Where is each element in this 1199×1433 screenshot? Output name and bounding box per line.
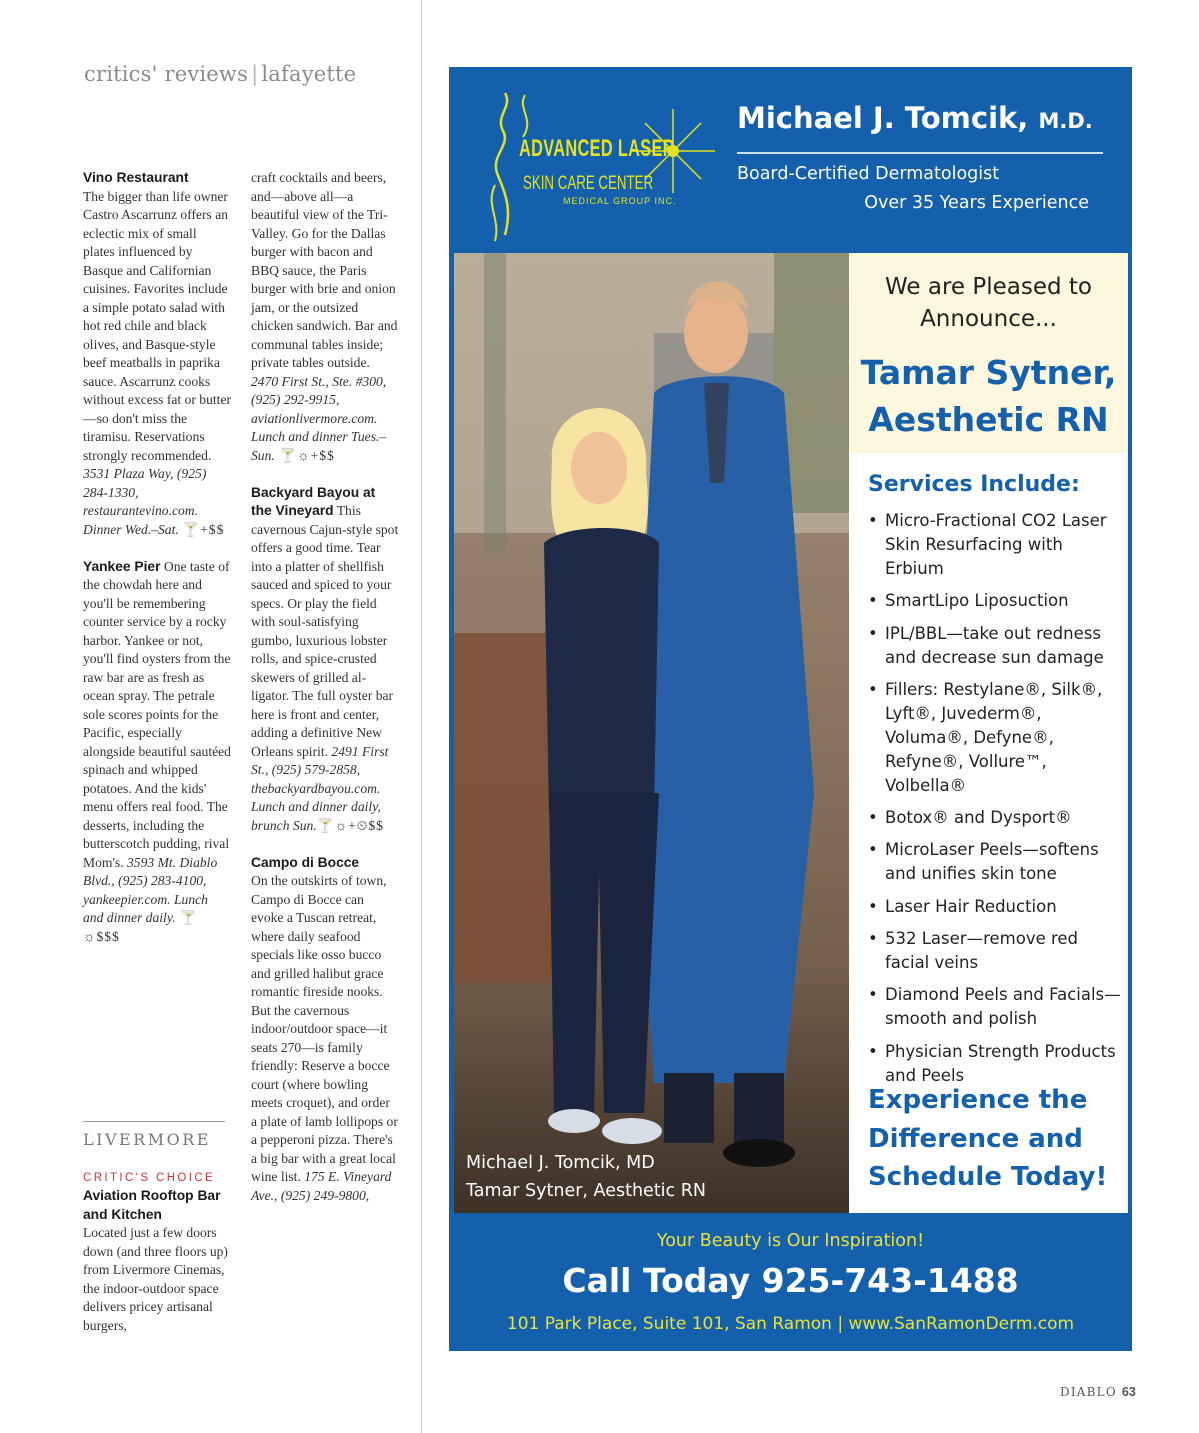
service-item: • Laser Hair Reduction	[868, 895, 1126, 919]
staff-photo	[454, 253, 849, 1213]
services-heading: Services Include:	[868, 472, 1080, 497]
restaurant-name: Yankee Pier	[83, 558, 161, 574]
review-body: craft cocktails and beers, and—above all—a beautiful view of the Tri-Valley. Go for the Dallas burger with bacon and BBQ sauce, the Paris burger with brie and onion jam, or the outsized chicken sandwich. Bar and communal tables inside; private tables outside.	[251, 170, 398, 370]
restaurant-name: Aviation Rooftop Bar and Kitchen	[83, 1188, 221, 1222]
ad-tagline: Your Beauty is Our Inspiration!	[656, 1231, 925, 1251]
service-item: • SmartLipo Liposuction	[868, 589, 1126, 613]
doctor-title: Board-Certified Dermatologist	[737, 164, 1000, 184]
review-column-2	[251, 169, 399, 1205]
section-city: lafayette	[261, 62, 357, 86]
service-item: • Micro-Fractional CO2 Laser Skin Resurfacing with Erbium	[868, 509, 1126, 581]
ad-header	[449, 67, 1132, 253]
review-address: 175 E. Vineyard Ave., (925) 249-9800,	[251, 1169, 392, 1203]
logo-figure-icon	[465, 85, 725, 245]
review-body: One taste of the chowdah here and you'll be remembering counter service by a rocky harbor. Yankee or not, you'll find oysters from the raw bar are as fresh as ocean spray. The petrale sole scores points for the Pacific, especially alongside beautiful sautéed spinach and whipped potatoes. And the kids' menu offers real food. The desserts, including the butterscotch pudding, rival Mom's.	[83, 558, 231, 870]
call-to-action: Experience the Difference and Schedule Today!	[868, 1085, 1108, 1192]
announcement-box	[849, 253, 1128, 453]
review-address: 3593 Mt. Diablo Blvd., (925) 283-4100, yankeepier.com. Lunch and dinner daily.	[83, 854, 218, 925]
review-body: Located just a few doors down (and three floors up) from Livermore Cinemas, the indoor-outdoor space delivers pricey artisanal burgers,	[83, 1225, 228, 1333]
review-body: On the outskirts of town, Campo di Bocce can evoke a Tuscan retreat, where daily seafood specials like osso bucco and grilled halibut grace romantic fireside nooks. But the cavernous indoor/outdoor space—it seats 270—is family friendly: Reserve a bocce court (where bowling meets croquet), and order a plate of lamb lollipops or a pepperoni pizza. There's a big bar with a great local wine list.	[251, 873, 398, 1184]
review-column-1	[83, 169, 231, 946]
review-body: The bigger than life owner Castro Ascarrunz offers an eclectic mix of small plates influenced by Basque and Californian cuisines. Favorites include a simple potato salad with hot red chile and black olives, and Basque-style beef meatballs in paprika sauce. Ascarrunz cooks without excess fat or butter—so don't miss the tiramisu. Reservations strongly recommended.	[83, 188, 231, 463]
doctor-name-text: Michael J. Tomcik,	[737, 101, 1029, 135]
announcement-intro: We are Pleased to Announce...	[885, 274, 1092, 332]
photo-caption	[466, 1149, 706, 1205]
services-list	[868, 509, 1126, 1096]
review-vino	[83, 169, 231, 539]
ad-footer	[449, 1213, 1132, 1351]
service-item: • Botox® and Dysport®	[868, 806, 1126, 830]
doctor-experience: Over 35 Years Experience	[864, 193, 1089, 213]
service-item: • IPL/BBL—take out redness and decrease sun damage	[868, 622, 1126, 670]
caption-nurse: Tamar Sytner, Aesthetic RN	[466, 1181, 706, 1201]
price-symbols: 🍸☼+$$	[274, 447, 335, 463]
review-yankee-pier	[83, 558, 231, 947]
city-divider	[83, 1121, 225, 1122]
review-campo-di-bocce	[251, 854, 399, 1206]
review-body: This cavernous Cajun-style spot offers a good time. Tear into a platter of shellfish sauced and spiced to your specs. Or play the field with soul-satisfying gumbo, luxurious lobster rolls, and spice-crusted skewers of grilled al-ligator. The full oyster bar here is front and center, adding a definitive New Orleans spirit.	[251, 503, 399, 759]
magazine-name: DIABLO	[1060, 1385, 1117, 1399]
caption-doctor: Michael J. Tomcik, MD	[466, 1153, 655, 1173]
service-item: • Physician Strength Products and Peels	[868, 1040, 1126, 1088]
review-aviation-continued	[251, 169, 399, 465]
services-panel	[849, 253, 1128, 1213]
service-item: • Fillers: Restylane®, Silk®, Lyft®, Juvederm®, Voluma®, Defyne®, Refyne®, Vollure™, Volbella®	[868, 678, 1126, 798]
critics-choice-label: CRITIC'S CHOICE	[83, 1172, 216, 1184]
page-folio	[1060, 1385, 1136, 1399]
doctor-suffix: M.D.	[1038, 109, 1093, 133]
doctor-name	[737, 101, 1093, 135]
service-item: • MicroLaser Peels—softens and unifies skin tone	[868, 838, 1126, 886]
name-divider	[737, 152, 1103, 154]
staff-photo-illustration	[454, 253, 849, 1213]
ad-address: 101 Park Place, Suite 101, San Ramon | www.SanRamonDerm.com	[506, 1314, 1075, 1334]
logo-text-line3: MEDICAL GROUP INC.	[563, 196, 677, 206]
gutter-divider	[421, 0, 422, 1433]
service-item: • Diamond Peels and Facials—smooth and polish	[868, 983, 1126, 1031]
review-address: 2491 First St., (925) 579-2858, thebackyardbayou.com. Lunch and dinner daily, brunch Sun.	[251, 743, 389, 833]
price-symbols: 🍸☼$$$	[83, 910, 198, 944]
advanced-laser-logo	[465, 85, 725, 245]
logo-text-line1: ADVANCED LASER	[519, 135, 675, 162]
section-header	[84, 62, 356, 86]
ad-phone: Call Today 925-743-1488	[562, 1261, 1019, 1300]
announcement-name: Tamar Sytner, Aesthetic RN	[860, 353, 1117, 439]
section-label: critics' reviews	[84, 62, 249, 86]
dermatology-advertisement	[449, 67, 1132, 1351]
page-number: 63	[1121, 1385, 1136, 1399]
restaurant-name: Vino Restaurant	[83, 170, 189, 185]
price-symbols: 🍸☼+⏲$$	[316, 817, 384, 833]
header-separator: |	[251, 62, 259, 86]
restaurant-name: Campo di Bocce	[251, 854, 360, 870]
price-symbols: 🍸+$$	[182, 521, 225, 537]
review-address: 3531 Plaza Way, (925) 284-1330, restaurantevino.com. Dinner Wed.–Sat.	[83, 466, 207, 537]
review-address: 2470 First St., Ste. #300, (925) 292-9915, aviationlivermore.com. Lunch and dinner Tues.–Sun.	[251, 373, 387, 463]
logo-text-line2: SKIN CARE CENTER	[523, 173, 654, 194]
review-backyard-bayou	[251, 484, 399, 836]
restaurant-name: Backyard Bayou at the Vineyard	[251, 484, 376, 518]
review-aviation	[83, 1187, 231, 1335]
service-item: • 532 Laser—remove red facial veins	[868, 927, 1126, 975]
city-label: LIVERMORE	[83, 1130, 211, 1149]
